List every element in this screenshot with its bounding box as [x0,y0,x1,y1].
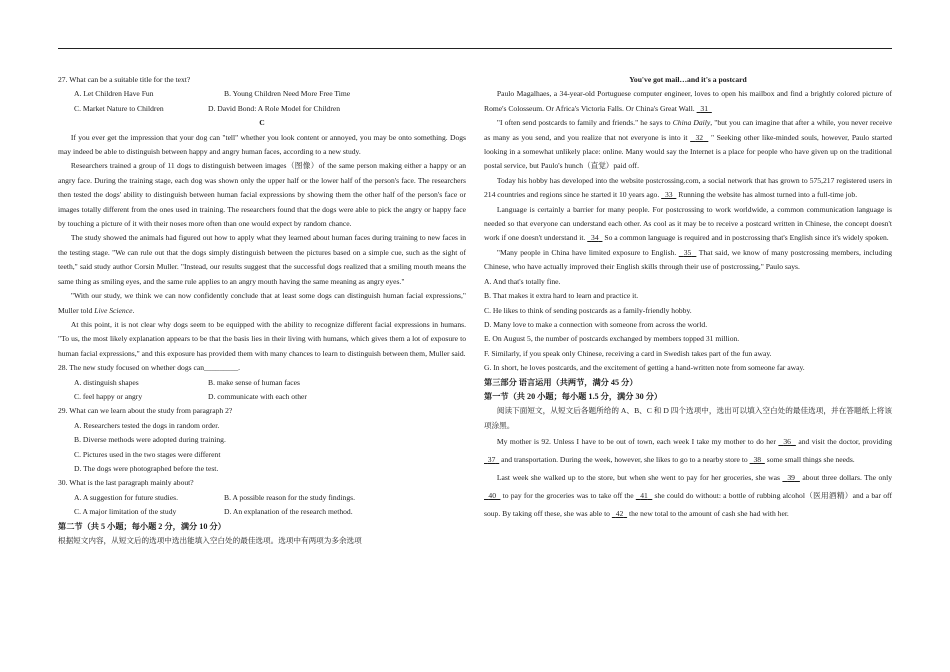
q30-option-a: A. A suggestion for future studies. [74,492,178,502]
passage-c-paragraph-1: If you ever get the impression that your dog can "tell" whether you look content or annoyed, you may be onto something. Dogs may indeed be able to distinguish between happy and angry human faces, according to a new study. [58,132,466,157]
q29-option-c: C. Pictures used in the two stages were different [74,449,221,459]
blank-31: 31 [700,103,709,113]
q28-option-a: A. distinguish shapes [74,377,139,387]
blank-32: 32 [695,132,704,142]
q28-option-c: C. feel happy or angry [74,391,143,401]
q28-option-d: D. communicate with each other [208,391,307,401]
question-29: 29. What can we learn about the study from paragraph 2? [58,406,233,416]
passage-d-paragraph-2: "I often send postcards to family and friends." he says to China Daily, "but you can imagine that after a while, you never receive as many as you send, and you realize that not everyone is into it 32 " Seeking other like-minded souls, however, Paulo started looking in a somewhat unlikely place: online. Many would say the Internet is a place for people who have given up on the traditional postal service, but Paulo's hunch（直觉）paid off. [484,118,893,171]
q27-option-d: D. David Bond: A Role Model for Children [208,103,341,113]
q29-option-b: B. Diverse methods were adopted during training. [74,435,226,445]
blank-33: 33 [664,190,673,200]
blank-35: 35 [683,247,692,257]
q28-options-row2 [58,390,466,404]
passage-d-paragraph-1: Paulo Magalhaes, a 34-year-old Portuguese computer engineer, loves to open his mailbox and find a brightly colored picture of Rome's Colosseum. Or Africa's Victoria Falls. Or China's Great Wall. 31 [484,89,892,113]
passage-title: You've got mail…and it's a postcard [629,75,747,84]
passage-d-paragraph-5: "Many people in China have limited exposure to English. 35 That said, we know of many postcrossing members, including Chinese, who have actually improved their English skills through their use of postcrossing," Paulo says. [484,247,893,272]
section-2-instructions: 根据短文内容，从短文后的选项中选出能填入空白处的最佳选项。选项中有两项为多余选项 [58,536,362,545]
choice-a: A. And that's totally fine. [484,276,561,286]
section-1-instructions: 阅读下面短文，从短文后各题所给的 A、B、C 和 D 四个选项中，选出可以填入空白处的最佳选项，并在答题纸上将该项涂黑。 [484,406,892,430]
question-27: 27. What can be a suitable title for the text? [58,75,191,84]
passage-c-paragraph-3: The study showed the animals had figured out how to apply what they learned about human faces during training to new faces in the testing stage. "We can rule out that the dogs simply distinguish between the pictures based on a simple cue, such as the sight of teeth," said study author Corsin Muller. "Instead, our results suggest that the successful dogs realized that a smiling mouth means the same thing as smiling eyes, and the same rule applies to an angry mouth having the same meaning as angry eyes." [58,233,466,286]
section-c-heading: C [259,118,265,128]
right-column [484,73,892,523]
q27-option-b: B. Young Children Need More Free Time [224,89,351,99]
blank-39: 39 [787,473,795,483]
blank-40: 40 [488,491,496,501]
q29-option-d: D. The dogs were photographed before the test. [74,463,219,473]
choice-f: F. Similarly, if you speak only Chinese, receiving a card in Swedish takes part of the fun away. [484,348,772,358]
cloze-paragraph-2: Last week she walked up to the store, but when she went to pay for her groceries, she was 39 about three dollars. The only 40 to pay for the groceries was to take off the 41 she could do without: a bottle of rubbing alcohol（医用酒精）and a bar off soup. By taking off these, she was able to 42 the new total to the amount of cash she had with her. [484,473,892,519]
passage-d-paragraph-4: Language is certainly a barrier for many people. For postcrossing to work worldwide, a common communication language is needed so that everyone can understand each other. As cool as it may be to receive a postcard written in Chinese, the concept doesn't work if one doesn't understand it. 34 So a common language is required and in postcrossing that's English since it's widely spoken. [484,204,892,243]
q27-option-c: C. Market Nature to Children [74,103,164,113]
q30-options-row2 [58,505,466,519]
blank-41: 41 [640,491,648,501]
passage-c-paragraph-2: Researchers trained a group of 11 dogs to distinguish between images（图像）of the same person making either a happy or an angry face. During the training stage, each dog was shown only the upper half or the lower half of the person's face. The researchers then tested the dogs' ability to distinguish between human facial expressions by showing them the other half of the person's face or images totally different from the ones used in training. The researchers found that the dogs were able to pick the angry or happy face by touching a picture of it with their noses more often than one would expect by random chance. [58,161,466,229]
q29-option-a: A. Researchers tested the dogs in random order. [74,420,220,430]
q27-options-row2 [58,102,466,116]
q30-option-c: C. A major limitation of the study [74,507,177,517]
q30-option-b: B. A possible reason for the study findings. [224,492,355,502]
blank-42: 42 [615,509,624,519]
section-2-heading: 第二节（共 5 小题；每小题 2 分，满分 10 分） [58,521,226,531]
q28-options-row1 [58,376,466,390]
choice-e: E. On August 5, the number of postcards exchanged by members topped 31 million. [484,334,740,344]
question-30: 30. What is the last paragraph mainly about? [58,478,194,488]
left-column [58,73,466,548]
passage-d-paragraph-3: Today his hobby has developed into the website postcrossing.com, a social network that has grown to 575,217 registered users in 214 countries and regions since he started it 10 years ago. 33 Running the website has almost turned into a full-time job. [484,175,892,200]
q28-option-b: B. make sense of human faces [208,377,300,387]
blank-38: 38 [753,455,762,465]
passage-c-paragraph-5: At this point, it is not clear why dogs seem to be equipped with the ability to recognize different facial expressions in humans. "To us, the most likely explanation appears to be that the basis lies in their living with humans, which gives them a lot of exposure to human facial expressions," and this exposure has provided them with many chances to learn to distinguish between them, Muller said. [58,319,466,358]
cloze-paragraph-1: My mother is 92. Unless I have to be out of town, each week I take my mother to do her 36 and visit the doctor, providing 37 and transportation. During the week, however, she likes to go to a nearby store to 38 some small things she needs. [484,433,892,469]
blank-36: 36 [783,437,791,447]
header-rule [58,48,892,49]
q27-options-row1 [58,87,466,101]
blank-37: 37 [487,455,496,465]
section-1-heading: 第一节（共 20 小题；每小题 1.5 分，满分 30 分） [484,391,663,401]
question-28: 28. The new study focused on whether dogs can_________. [58,363,241,373]
part-3-heading: 第三部分 语言运用（共两节，满分 45 分） [484,377,638,387]
choice-d: D. Many love to make a connection with someone from across the world. [484,319,708,329]
q30-options-row1 [58,491,466,505]
choice-c: C. He likes to think of sending postcards as a family-friendly hobby. [484,305,692,315]
blank-34: 34 [591,233,599,243]
choice-g: G. In short, he loves postcards, and the excitement of getting a hand-written note from someone far away. [484,363,805,373]
q30-option-d: D. An explanation of the research method. [224,507,353,517]
q27-option-a: A. Let Children Have Fun [74,89,154,99]
choice-b: B. That makes it extra hard to learn and practice it. [484,291,639,301]
passage-c-paragraph-4: "With our study, we think we can now confidently conclude that at least some dogs can distinguish human facial expressions," Muller told Live Science. [58,291,466,315]
